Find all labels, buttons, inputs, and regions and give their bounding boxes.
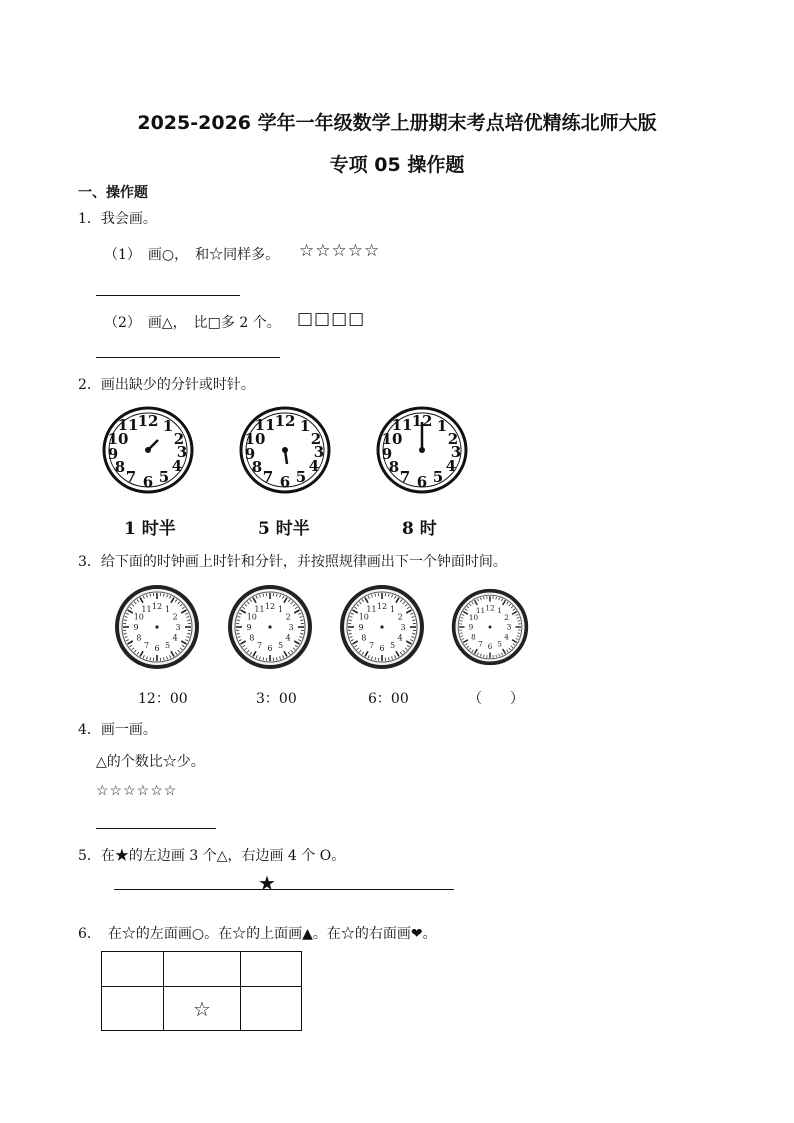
q3-clock-4[interactable] xyxy=(450,583,530,671)
svg-text:1: 1 xyxy=(497,606,502,616)
q1-part1-answer-line[interactable] xyxy=(96,295,240,296)
svg-text:12: 12 xyxy=(137,412,159,430)
q5-star-marker: ★ xyxy=(258,871,276,895)
svg-text:5: 5 xyxy=(389,641,396,651)
svg-text:7: 7 xyxy=(262,468,274,486)
q2-caption-1: 1 时半 xyxy=(124,519,176,539)
svg-text:10: 10 xyxy=(381,430,403,448)
q4-answer-line[interactable] xyxy=(96,828,216,829)
svg-text:2: 2 xyxy=(504,613,509,623)
svg-text:12: 12 xyxy=(411,412,433,430)
svg-text:11: 11 xyxy=(475,606,486,616)
svg-text:12: 12 xyxy=(274,412,296,430)
q2-caption-3: 8 时 xyxy=(402,519,437,539)
svg-text:5: 5 xyxy=(432,468,444,486)
q3-label-1: 12：00 xyxy=(138,691,188,707)
svg-text:12: 12 xyxy=(264,602,276,611)
page-title: 2025-2026 学年一年级数学上册期末考点培优精练北师大版 xyxy=(137,112,657,134)
q6-cell-mid-right[interactable] xyxy=(241,987,302,1031)
svg-text:10: 10 xyxy=(133,612,144,622)
svg-text:9: 9 xyxy=(358,623,364,632)
svg-text:9: 9 xyxy=(381,445,393,463)
q2-clock-1[interactable] xyxy=(100,404,196,496)
q3-clock-3[interactable] xyxy=(338,583,426,671)
q6-cell-top-left[interactable] xyxy=(102,952,164,987)
svg-text:5: 5 xyxy=(295,468,307,486)
q5-baseline[interactable] xyxy=(114,889,454,890)
q4-stars: ☆☆☆☆☆☆ xyxy=(96,783,178,799)
svg-text:2: 2 xyxy=(173,430,185,448)
svg-text:2: 2 xyxy=(397,612,403,622)
q3-label-4[interactable]: （ ） xyxy=(468,691,524,707)
svg-text:6: 6 xyxy=(379,644,385,653)
svg-text:3: 3 xyxy=(176,443,188,461)
svg-text:9: 9 xyxy=(246,623,252,632)
q6-cell-top-right[interactable] xyxy=(241,952,302,987)
svg-text:12: 12 xyxy=(376,602,388,611)
svg-text:8: 8 xyxy=(471,632,476,642)
q3-stem: 3．给下面的时钟画上时针和分针，并按照规律画出下一个钟面时间。 xyxy=(78,554,507,570)
svg-text:11: 11 xyxy=(254,604,265,614)
svg-text:3: 3 xyxy=(506,622,512,632)
svg-text:5: 5 xyxy=(164,641,171,651)
svg-text:3: 3 xyxy=(288,623,294,632)
q2-clock-3[interactable] xyxy=(374,404,470,496)
svg-text:6: 6 xyxy=(416,473,428,491)
q6-cell-star: ☆ xyxy=(164,987,241,1031)
svg-text:8: 8 xyxy=(249,633,255,643)
svg-text:8: 8 xyxy=(361,633,367,643)
svg-text:8: 8 xyxy=(114,458,126,476)
svg-text:9: 9 xyxy=(468,622,474,632)
svg-text:1: 1 xyxy=(164,604,171,614)
section-heading: 一、操作题 xyxy=(78,185,148,201)
svg-text:7: 7 xyxy=(143,641,150,651)
svg-text:2: 2 xyxy=(310,430,322,448)
svg-text:8: 8 xyxy=(136,633,142,643)
page-subtitle: 专项 05 操作题 xyxy=(329,154,465,176)
svg-text:11: 11 xyxy=(391,416,413,434)
svg-text:1: 1 xyxy=(436,417,448,435)
svg-text:11: 11 xyxy=(117,416,139,434)
svg-text:4: 4 xyxy=(285,633,291,643)
q2-clock-2[interactable] xyxy=(237,404,333,496)
q3-clock-1[interactable] xyxy=(113,583,201,671)
svg-text:3: 3 xyxy=(450,443,462,461)
q4-line1: △的个数比☆少。 xyxy=(96,754,205,770)
svg-text:3: 3 xyxy=(175,623,181,632)
svg-text:10: 10 xyxy=(358,612,369,622)
svg-text:12: 12 xyxy=(485,603,495,613)
q4-stem: 4．画一画。 xyxy=(78,722,157,738)
svg-text:7: 7 xyxy=(256,641,263,651)
svg-text:2: 2 xyxy=(447,430,459,448)
svg-text:3: 3 xyxy=(400,623,406,632)
svg-text:8: 8 xyxy=(251,458,263,476)
svg-text:8: 8 xyxy=(388,458,400,476)
svg-text:7: 7 xyxy=(478,639,483,649)
svg-text:2: 2 xyxy=(172,612,178,622)
svg-text:1: 1 xyxy=(299,417,311,435)
svg-text:11: 11 xyxy=(366,604,377,614)
svg-text:6: 6 xyxy=(279,473,291,491)
svg-text:5: 5 xyxy=(277,641,284,651)
svg-text:1: 1 xyxy=(389,604,396,614)
svg-text:4: 4 xyxy=(308,457,320,475)
svg-text:4: 4 xyxy=(172,633,178,643)
svg-text:9: 9 xyxy=(107,445,119,463)
svg-text:6: 6 xyxy=(154,644,160,653)
q2-caption-2: 5 时半 xyxy=(258,519,310,539)
svg-text:6: 6 xyxy=(267,644,273,653)
svg-text:6: 6 xyxy=(487,641,493,651)
svg-text:7: 7 xyxy=(399,468,411,486)
q1-part1-text: （1） 画○， 和☆同样多。 xyxy=(104,247,280,263)
q1-part2-answer-line[interactable] xyxy=(96,357,280,358)
q3-label-3: 6：00 xyxy=(368,691,409,707)
svg-text:7: 7 xyxy=(125,468,137,486)
q1-stem: 1．我会画。 xyxy=(78,211,157,227)
svg-text:9: 9 xyxy=(133,623,139,632)
svg-text:1: 1 xyxy=(277,604,284,614)
svg-text:5: 5 xyxy=(497,639,502,649)
q2-stem: 2．画出缺少的分针或时针。 xyxy=(78,377,255,393)
q1-part2-text: （2） 画△， 比□多 2 个。 xyxy=(104,315,281,331)
svg-text:7: 7 xyxy=(368,641,375,651)
svg-text:4: 4 xyxy=(397,633,403,643)
q6-grid xyxy=(101,951,302,1031)
svg-text:11: 11 xyxy=(141,604,152,614)
svg-text:12: 12 xyxy=(151,602,163,611)
q3-label-2: 3：00 xyxy=(256,691,297,707)
svg-text:5: 5 xyxy=(158,468,170,486)
svg-text:9: 9 xyxy=(244,445,256,463)
svg-text:1: 1 xyxy=(162,417,174,435)
svg-text:4: 4 xyxy=(171,457,183,475)
svg-text:10: 10 xyxy=(107,430,129,448)
q6-stem: 6． 在☆的左面画○。在☆的上面画▲。在☆的右面画❤。 xyxy=(78,926,437,942)
q1-part2-squares: □□□□ xyxy=(297,309,366,329)
svg-text:10: 10 xyxy=(468,613,479,623)
svg-text:2: 2 xyxy=(285,612,291,622)
svg-text:10: 10 xyxy=(246,612,257,622)
q6-cell-mid-left[interactable] xyxy=(102,987,164,1031)
svg-text:6: 6 xyxy=(142,473,154,491)
q1-part1-stars: ☆☆☆☆☆ xyxy=(299,241,381,261)
svg-text:10: 10 xyxy=(244,430,266,448)
svg-text:11: 11 xyxy=(254,416,276,434)
svg-text:4: 4 xyxy=(504,632,509,642)
svg-text:3: 3 xyxy=(313,443,325,461)
svg-text:4: 4 xyxy=(445,457,457,475)
q6-cell-top-center[interactable] xyxy=(164,952,241,987)
q3-clock-2[interactable] xyxy=(226,583,314,671)
q5-stem: 5．在★的左边画 3 个△，右边画 4 个 O。 xyxy=(78,848,346,864)
